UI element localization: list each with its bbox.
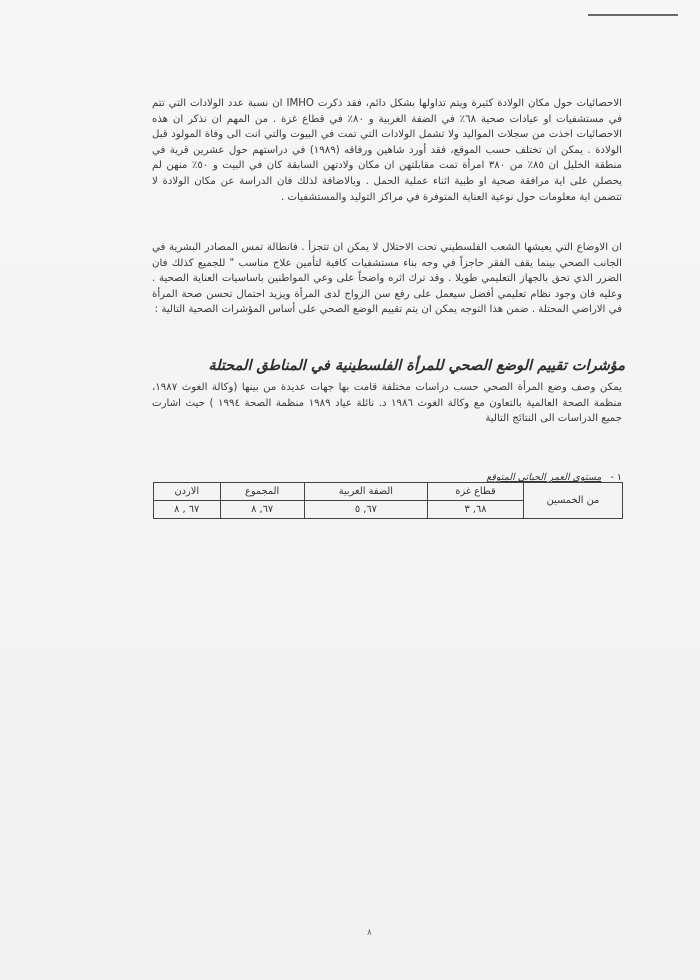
life-expectancy-table — [153, 482, 623, 519]
paragraph-studies-intro: يمكن وصف وضع المرأة الصحي حسب دراسات مختلفة قامت بها جهات عديدة من بينها (وكالة الغوث ١٩٨٧، منظمة الصحة العالمية بالتعاون مع وكالة الغوث ١٩٨٦ د. نائلة عياد ١٩٨٩ منظمة الصحة ١٩٩٤ ) حيث اشارت جميع الدراسات الى النتائج التالية — [152, 382, 623, 425]
column-header-total: المجموع — [220, 483, 304, 501]
section-title: مؤشرات تقييم الوضع الصحي للمرأة الفلسطينية في المناطق المحتلة — [208, 358, 625, 374]
value-jordan: ٦٧ , ٨ — [154, 501, 221, 519]
table-caption-text: مستوى العمر الحياتي المتوقع — [486, 472, 602, 483]
table-header-row — [154, 483, 623, 501]
row-header-cell: من الخمسين — [524, 483, 623, 519]
table-caption-number: ١ - — [610, 472, 622, 483]
paragraph-birth-location: الاحصائيات حول مكان الولادة كثيرة ويتم تداولها بشكل دائم، فقد ذكرت IMHO ان نسبة عدد الولادات التي تتم في مستشفيات او عيادات صحية ٦٨٪ في الضفة الغربية و ٨٠٪ في قطاع غزة . من المهم ان نذكر ان هذه الاحصائيات اخذت من سجلات المواليد ولا تشمل الولادات التي تمت في البيوت والتي انت الى وفاة المولود قبل الولادة . يمكن ان تختلف حسب الموقع، فقد أورد شاهين ورفاقه (١٩٨٩) في دراستهم حول عشرين قرية في منطقة الخليل ان ٨٥٪ من ٣٨٠ امرأة تمت مقابلتهن ان مكان ولادتهن السابقة كان في البيت و ٥٠٪ منهن لم يحصلن على اية مرافقة صحية او طبية اثناء عملية الحمل . وبالاضافة لذلك فان الدراسة عن مكان الولادة لا تتضمن اية معلومات حول نوعية العناية المتوفرة في مراكز التوليد والمستشفيات . — [152, 98, 622, 203]
value-west-bank: ٦٧, ٥ — [304, 501, 427, 519]
top-rule — [588, 14, 678, 16]
column-header-jordan: الاردن — [154, 483, 221, 501]
paragraph-occupation-conditions: ان الاوضاع التي يعيشها الشعب الفلسطيني تحت الاحتلال لا يمكن ان تتجزأ . فانطالة تمس المصادر البشرية في الجانب الصحي بينما يقف الفقر حاجزاً في وجه بناء مستشفيات كافية لتأمين علاج مناسب " للجميع كذلك فان الضرر الذي تحق بالجهاز التعليمي طويلا . وقد ترك اثره واضحاً على وعي المواطنين باساسيات العناية الصحية . وعليه فان وجود نظام تعليمي أفضل سيعمل على رفع سن الزواج لدى المرأة ويزيد احتمال تحسن صحة المرأة في الاراضي المحتلة . ضمن هذا التوجه يمكن ان يتم تقييم الوضع الصحي على أساس المؤشرات الصحية التالية : — [152, 242, 622, 316]
value-total: ٦٧, ٨ — [220, 501, 304, 519]
page-number: ٨ — [367, 928, 372, 938]
column-header-west-bank: الضفة الغربية — [304, 483, 427, 501]
value-gaza: ٦٨, ٣ — [427, 501, 523, 519]
column-header-gaza: قطاع غزة — [427, 483, 523, 501]
